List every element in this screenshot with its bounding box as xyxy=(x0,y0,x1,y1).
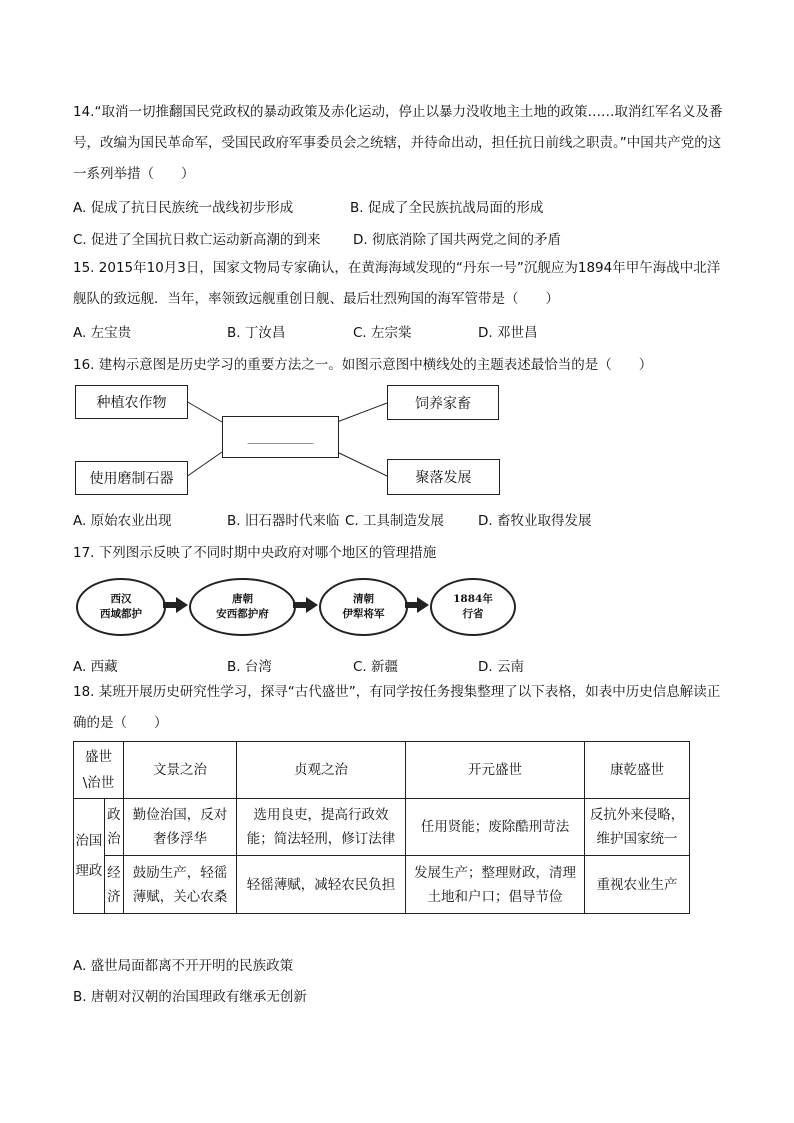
q17-option-a[interactable]: A. 西藏 xyxy=(73,659,118,675)
q18-cell-economy-kaiyuan: 发展生产；整理财政，清理土地和户口；倡导节俭 xyxy=(406,856,585,914)
q18-group-label-text: 治国理政 xyxy=(75,833,103,879)
q18-row-label-politics xyxy=(104,799,123,856)
q17-arrow-2-icon xyxy=(293,597,318,613)
q14-option-d[interactable]: D. 彻底消除了国共两党之间的矛盾 xyxy=(353,232,561,248)
q18-cell-economy-wenjing: 鼓励生产，轻徭薄赋，关心农桑 xyxy=(124,856,237,914)
q16-box-top-left: 种植农作物 xyxy=(75,385,188,419)
q16-box-top-right: 饲养家畜 xyxy=(387,385,499,420)
q18-row-label-politics-text: 政治 xyxy=(107,807,121,847)
q16-option-a[interactable]: A. 原始农业出现 xyxy=(73,513,172,529)
q18-cell-politics-wenjing: 勤俭治国，反对奢侈浮华 xyxy=(124,799,237,856)
q17-node-1884-line1: 1884年 xyxy=(453,593,493,605)
q16-box-bottom-right: 聚落发展 xyxy=(387,459,500,495)
q18-row-politics xyxy=(74,799,690,856)
q14-option-c[interactable]: C. 促进了全国抗日救亡运动新高潮的到来 xyxy=(73,232,321,248)
q18-cell-economy-zhenguan: 轻徭薄赋，减轻农民负担 xyxy=(237,856,406,914)
q18-stem: 18. 某班开展历史研究性学习，探寻“古代盛世”，有同学按任务搜集整理了以下表格，如表中历史信息解读正确的是（ ） xyxy=(73,684,721,731)
q15-option-c[interactable]: C. 左宗棠 xyxy=(353,325,412,341)
q16-option-b[interactable]: B. 旧石器时代来临 xyxy=(227,513,340,529)
q17-node-xihan-line2: 西域都护 xyxy=(100,608,142,620)
q18-row-label-economy xyxy=(104,856,123,914)
q18-table xyxy=(73,741,690,914)
q18-cell-politics-kangqian: 反抗外来侵略，维护国家统一 xyxy=(585,799,690,856)
q17-node-qing-line1: 清朝 xyxy=(353,593,374,605)
q18-table-header-row xyxy=(74,742,690,799)
q18-option-b[interactable]: B. 唐朝对汉朝的治国理政有继承无创新 xyxy=(73,989,307,1005)
q17-option-c[interactable]: C. 新疆 xyxy=(353,659,399,675)
q18-cell-politics-zhenguan: 选用良吏，提高行政效能；简法轻刑，修订法律 xyxy=(237,799,406,856)
q16-stem: 16. 建构示意图是历史学习的重要方法之一。如图示意图中横线处的主题表述最恰当的是（ ） xyxy=(73,357,653,373)
q16-option-c[interactable]: C. 工具制造发展 xyxy=(345,513,445,529)
q17-option-b[interactable]: B. 台湾 xyxy=(227,659,272,675)
q18-header-kangqian: 康乾盛世 xyxy=(585,742,690,799)
q16-box-bottom-left: 使用磨制石器 xyxy=(75,461,188,495)
q17-node-xihan-line1: 西汉 xyxy=(110,593,132,605)
q18-table-corner-text: 盛世\治世 xyxy=(82,749,115,791)
q17-node-qing-line2: 伊犁将军 xyxy=(342,608,385,620)
q17-node-1884-line2: 行省 xyxy=(462,608,484,620)
q18-header-kaiyuan: 开元盛世 xyxy=(406,742,585,799)
q14-option-b[interactable]: B. 促成了全民族抗战局面的形成 xyxy=(350,200,544,216)
q15-option-d[interactable]: D. 邓世昌 xyxy=(478,325,538,341)
q18-cell-politics-kaiyuan: 任用贤能；废除酷刑苛法 xyxy=(406,799,585,856)
q18-row-label-economy-text: 经济 xyxy=(107,864,121,905)
q16-center-blank: ____________ xyxy=(247,430,314,444)
q14-option-a[interactable]: A. 促成了抗日民族统一战线初步形成 xyxy=(73,200,294,216)
q18-header-zhenguan: 贞观之治 xyxy=(237,742,406,799)
q18-option-a[interactable]: A. 盛世局面都离不开开明的民族政策 xyxy=(73,958,294,974)
q17-arrow-3-icon xyxy=(405,597,429,613)
q17-node-tang-line2: 安西都护府 xyxy=(216,608,269,620)
q15-option-b[interactable]: B. 丁汝昌 xyxy=(227,325,286,341)
q18-cell-economy-kangqian: 重视农业生产 xyxy=(585,856,690,914)
q17-stem: 17. 下列图示反映了不同时期中央政府对哪个地区的管理措施 xyxy=(73,545,437,561)
q18-row-economy xyxy=(74,856,690,914)
q16-option-d[interactable]: D. 畜牧业取得发展 xyxy=(478,513,592,529)
q17-arrow-1-icon xyxy=(163,597,188,613)
q17-node-tang-line1: 唐朝 xyxy=(232,593,253,605)
q18-header-wenjing: 文景之治 xyxy=(124,742,237,799)
q17-option-d[interactable]: D. 云南 xyxy=(478,659,524,675)
q15-stem: 15. 2015年10月3日，国家文物局专家确认，在黄海海域发现的“丹东一号”沉舰应为1894年甲午海战中北洋舰队的致远舰．当年，率领致远舰重创日舰、最后壮烈殉国的海军管带是（ ） xyxy=(73,260,721,307)
q18-group-label xyxy=(74,799,105,914)
q15-option-a[interactable]: A. 左宝贵 xyxy=(73,325,132,341)
q14-stem: 14.“取消一切推翻国民党政权的暴动政策及赤化运动，停止以暴力没收地主土地的政策……取消红军名义及番号，改编为国民革命军，受国民政府军事委员会之统辖，并待命出动，担任抗日前线之职责。”中国共产党的这一系列举措（ ） xyxy=(73,104,723,182)
q18-table-corner xyxy=(74,742,124,799)
